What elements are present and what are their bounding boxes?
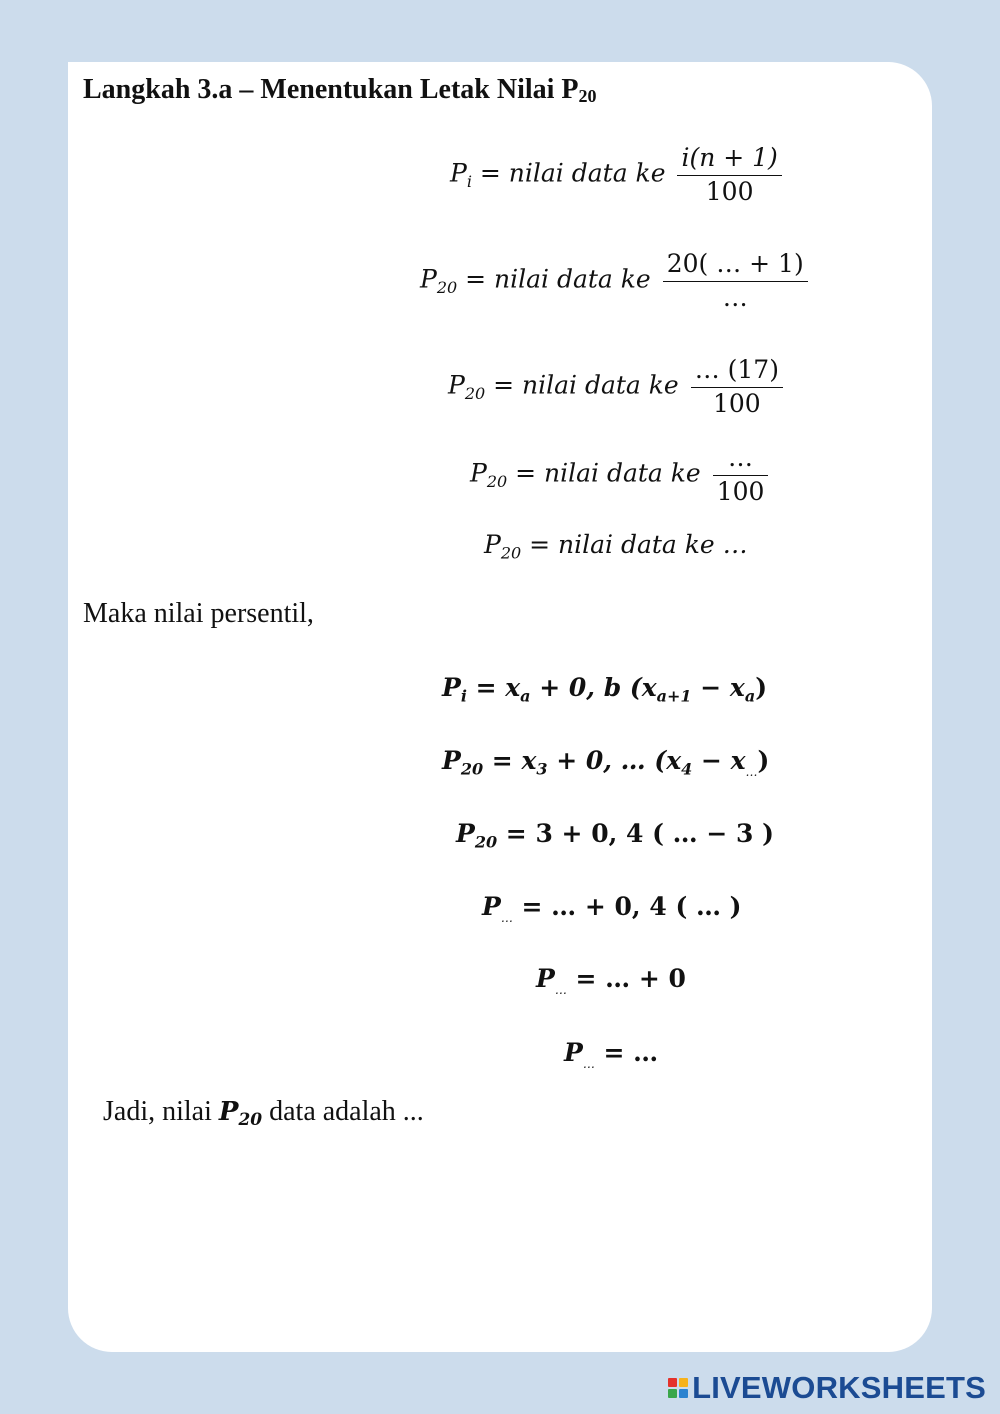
formula-value-4: $P_\dots$ = … + 0, 4 ( … ) bbox=[482, 892, 742, 926]
fraction-numerator: … (17) bbox=[691, 354, 783, 388]
fraction-denominator: … bbox=[722, 282, 748, 312]
brand-square-3 bbox=[668, 1389, 677, 1398]
step-heading: Langkah 3.a – Menentukan Letak Nilai P20 bbox=[83, 74, 597, 106]
fraction-denominator: 100 bbox=[705, 176, 754, 206]
intro-text: Maka nilai persentil, bbox=[83, 598, 314, 629]
formula-value-3: $P_{20} = 3 + 0$, 4 ( … − 3 ) bbox=[456, 819, 774, 852]
formula-location-2: $P_{20}$ = nilai data ke $\frac{20( \dots + 1)}{\dots}$ bbox=[420, 248, 808, 314]
fraction-numerator: 20( … + 1) bbox=[663, 248, 808, 282]
brand-mark-icon bbox=[668, 1378, 688, 1398]
brand-square-2 bbox=[679, 1378, 688, 1387]
liveworksheets-logo bbox=[668, 1370, 986, 1406]
fraction-denominator: 100 bbox=[712, 388, 761, 418]
formula-value-1: $P_i = x_a + 0$, b $(x_{a+1} - x_a)$ bbox=[442, 673, 768, 706]
formula-location-3: $P_{20}$ = nilai data ke $\frac{\dots (17)}{100}$ bbox=[448, 354, 783, 420]
formula-value-5: $P_\dots$ = … + 0 bbox=[536, 964, 686, 998]
formula-value-2: $P_{20} = x_3 + 0$, … $(x_4 - x_\dots)$ bbox=[442, 746, 770, 780]
fraction-denominator: 100 bbox=[716, 476, 765, 506]
formula-location-4: $P_{20}$ = nilai data ke $\frac{\dots}{100}$ bbox=[470, 442, 768, 508]
brand-square-1 bbox=[668, 1378, 677, 1387]
formula-location-5: $P_{20}$ = nilai data ke … bbox=[484, 530, 748, 563]
brand-name: LIVEWORKSHEETS bbox=[692, 1370, 986, 1405]
fraction-numerator: i(n + 1) bbox=[677, 142, 781, 176]
brand-square-4 bbox=[679, 1389, 688, 1398]
conclusion-text: Jadi, nilai $P_{20}$ data adalah ... bbox=[103, 1096, 424, 1131]
formula-location-1: $P_i$ = nilai data ke $\frac{i(n + 1)}{100}$ bbox=[450, 142, 782, 208]
fraction-numerator: … bbox=[713, 442, 769, 476]
formula-value-6: $P_\dots$ = … bbox=[564, 1038, 659, 1072]
